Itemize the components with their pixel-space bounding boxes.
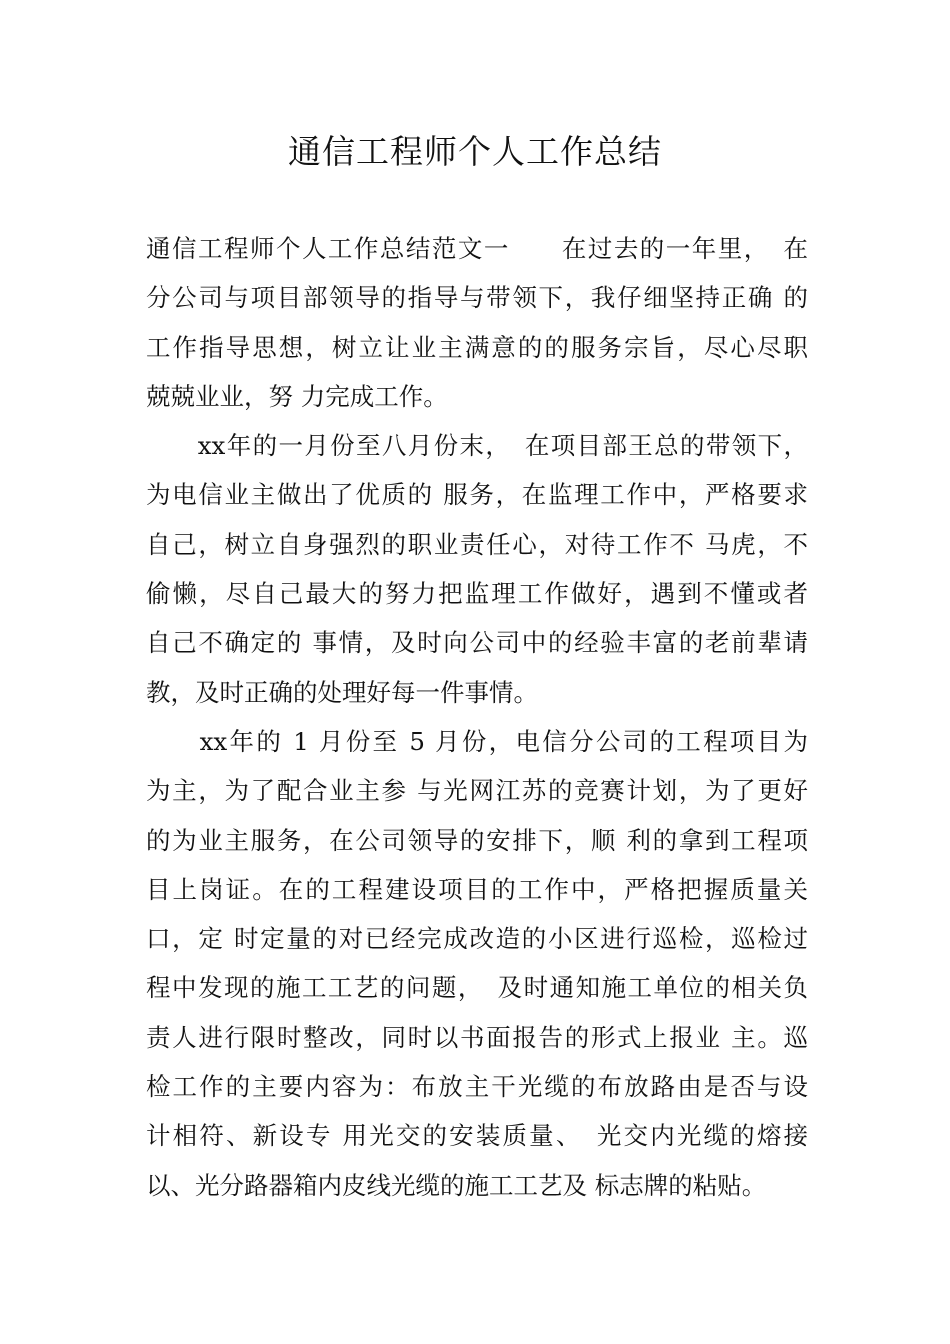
text-line: 目上岗证。在的工程建设项目的工作中，严格把握质量关 [146, 874, 808, 904]
text-line: 的为业主服务，在公司领导的安排下，顺 利的拿到工程项 [146, 825, 808, 855]
text-line: 自己，树立自身强烈的职业责任心，对待工作不 马虎，不 [146, 529, 808, 559]
text-line: 检工作的主要内容为：布放主干光缆的布放路由是否与设 [146, 1072, 808, 1102]
text-line: 教，及时正确的处理好每一件事情。 [146, 677, 538, 707]
text-line: 通信工程师个人工作总结范文一 在过去的一年里， 在 [146, 234, 808, 263]
text-line: 责人进行限时整改，同时以书面报告的形式上报业 主。巡 [146, 1022, 808, 1052]
text-line: 分公司与项目部领导的指导与带领下，我仔细坚持正确 的 [146, 283, 808, 313]
text-line: 为电信业主做出了优质的 服务，在监理工作中，严格要求 [146, 480, 808, 510]
text-line: xx年的一月份至八月份末， 在项目部王总的带领下， [146, 431, 808, 461]
document-body [146, 224, 808, 1210]
text-line: 为主，为了配合业主参 与光网江苏的竞赛计划，为了更好 [146, 776, 808, 806]
text-line: 兢兢业业，努 力完成工作。 [146, 381, 448, 411]
text-line: 口，定 时定量的对已经完成改造的小区进行巡检，巡检过 [146, 924, 808, 954]
text-line: xx年的 1 月份至 5 月份，电信分公司的工程项目为 [146, 726, 808, 756]
text-line: 自己不确定的 事情，及时向公司中的经验丰富的老前辈请 [146, 628, 808, 658]
text-line: 以、光分路器箱内皮线光缆的施工工艺及 标志牌的粘贴。 [146, 1170, 767, 1200]
document-title: 通信工程师个人工作总结 [288, 132, 662, 171]
text-line: 工作指导思想，树立让业主满意的的服务宗旨，尽心尽职 [146, 332, 808, 362]
text-line: 计相符、新设专 用光交的安装质量、 光交内光缆的熔接 [146, 1121, 808, 1151]
text-line: 程中发现的施工工艺的问题， 及时通知施工单位的相关负 [146, 973, 808, 1003]
text-line: 偷懒，尽自己最大的努力把监理工作做好，遇到不懂或者 [146, 579, 808, 609]
